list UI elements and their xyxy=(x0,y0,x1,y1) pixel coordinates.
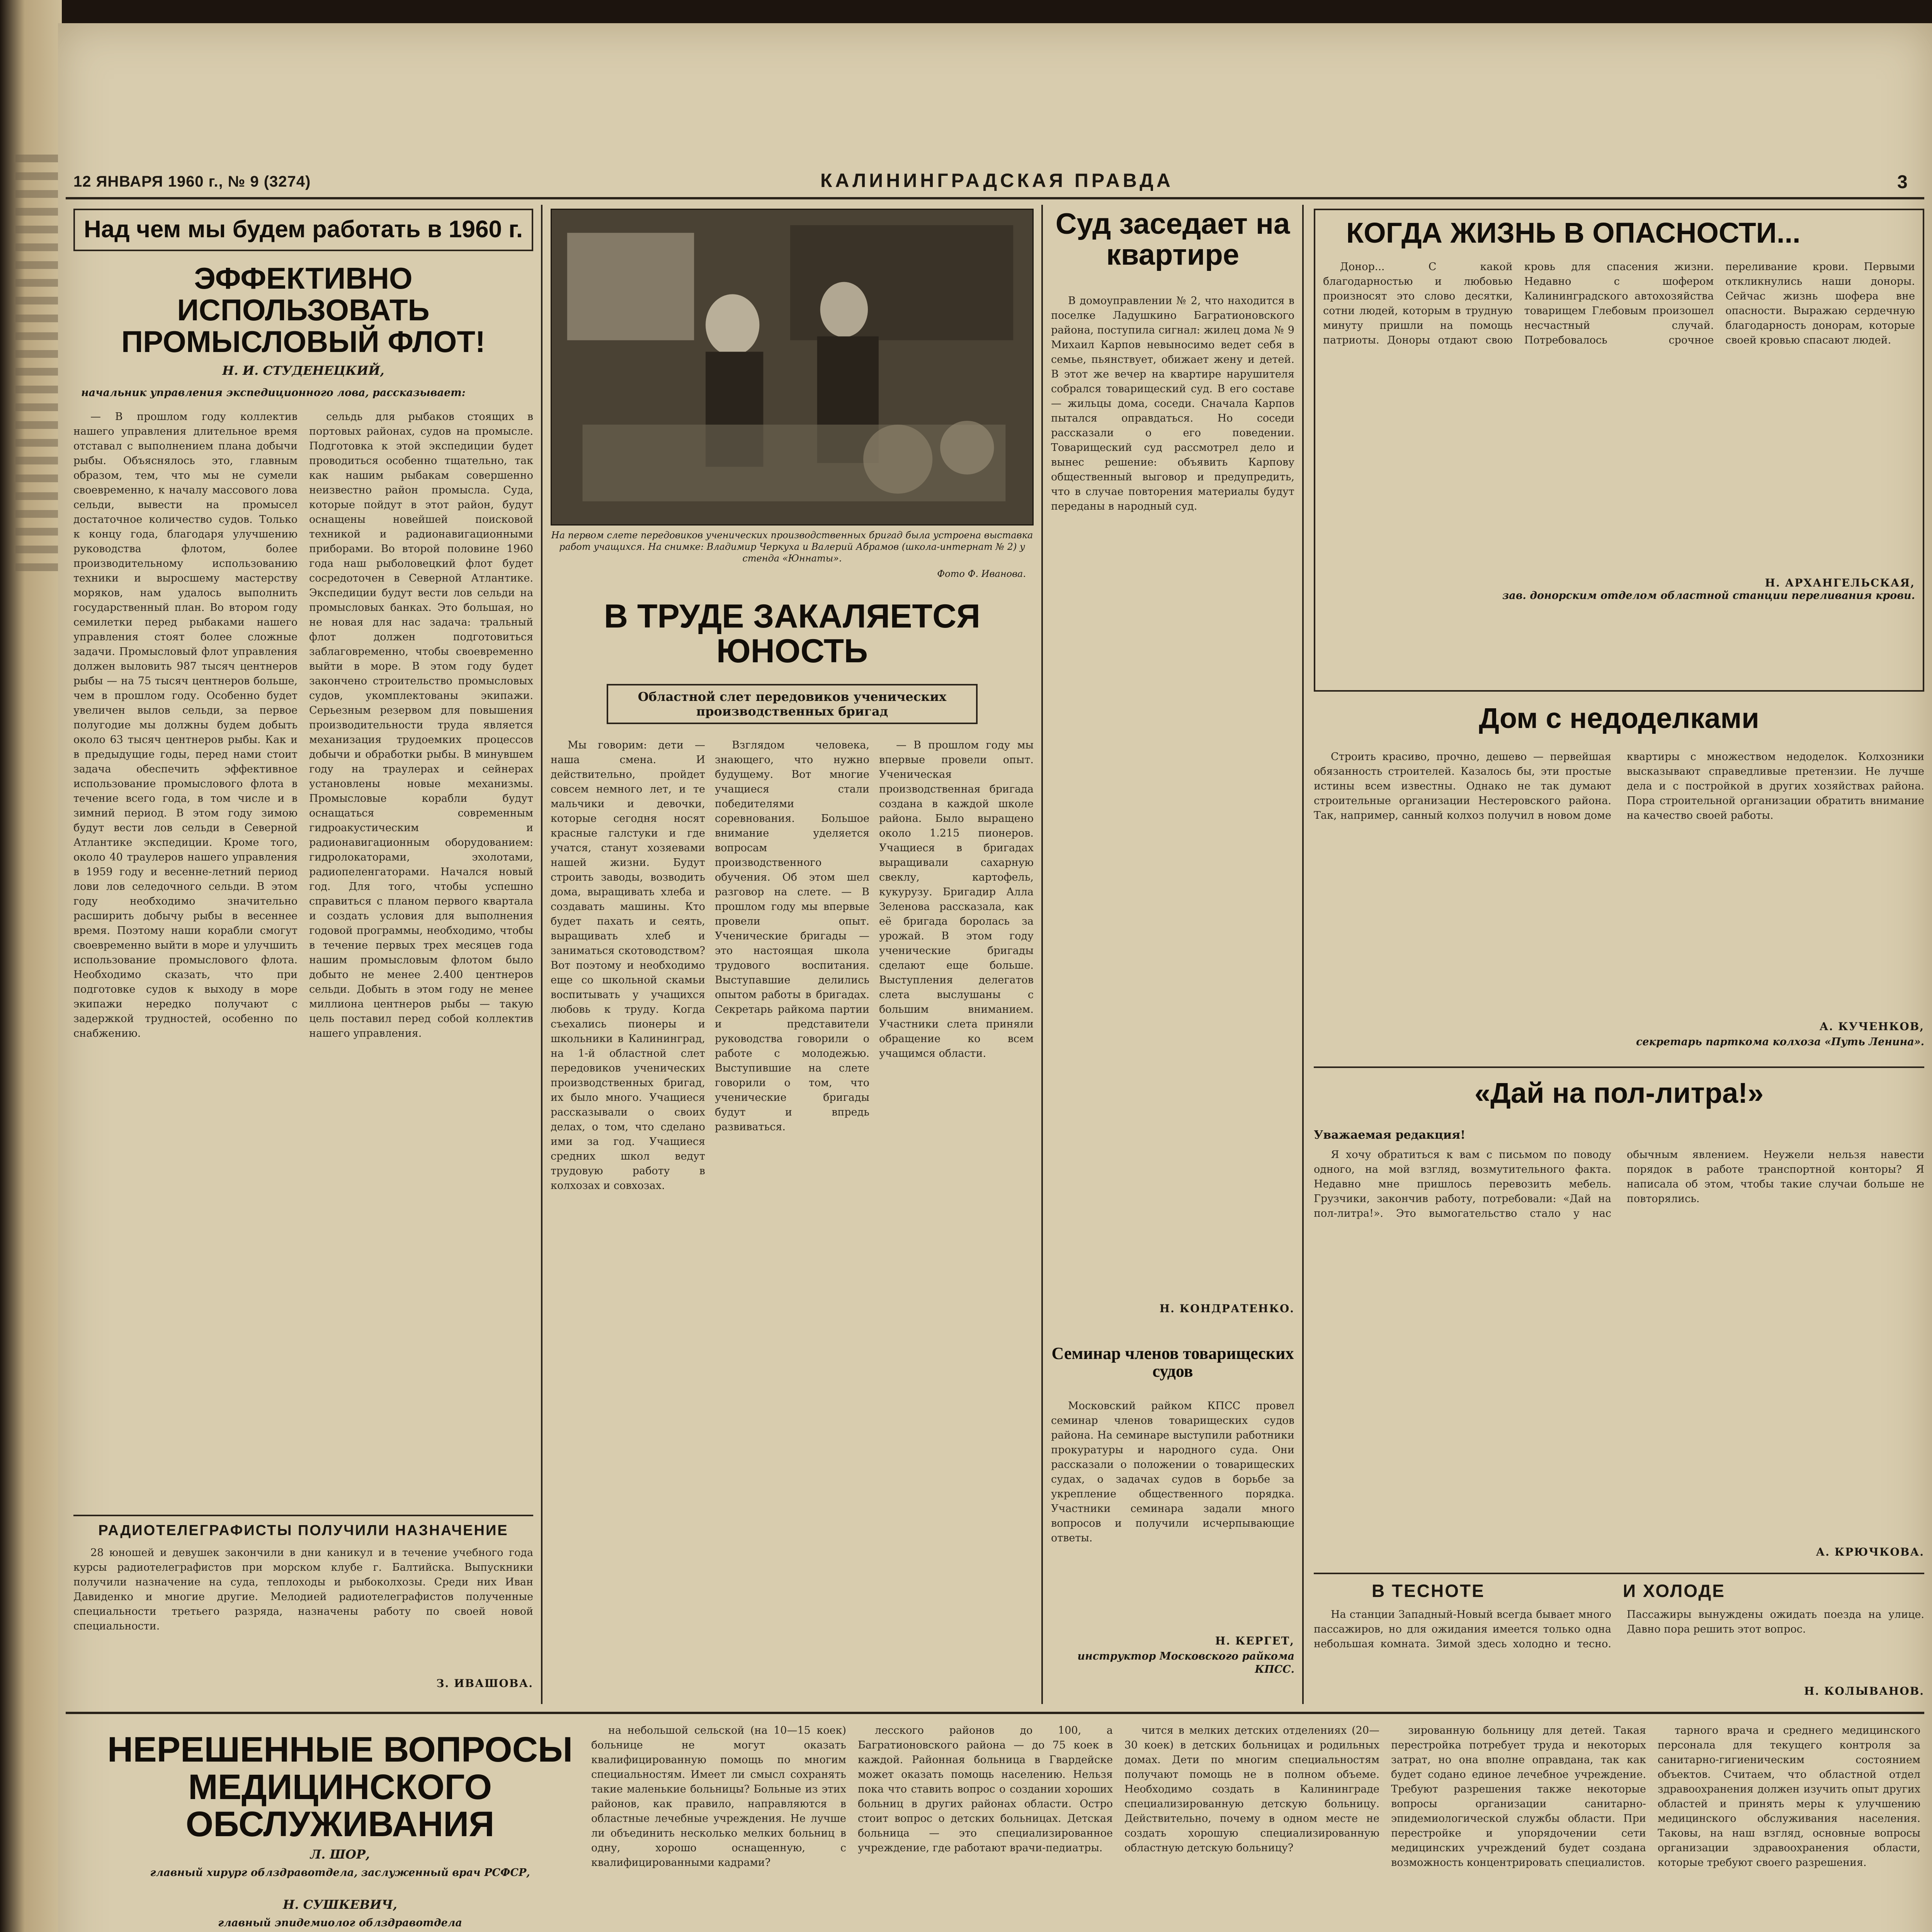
letter-author: А. КРЮЧКОВА. xyxy=(1816,1546,1924,1558)
radio-author: З. ИВАШОВА. xyxy=(436,1677,533,1690)
medical-text-col3: на небольшой сельской (на 10—15 коек) больнице не могут оказать квалифицированную помощь по многим специальностям. Имеет ли смысл сохранять такие маленькие больницы? Больные из этих районов, как правило, направляются в областные лечебные учреждения. Не лучше ли объединить несколько мелких больниц в одну, хорошо оснащенную, с квалифицированными кадрами? xyxy=(591,1725,846,1869)
donor-article-title: КОГДА ЖИЗНЬ В ОПАСНОСТИ... xyxy=(1346,217,1801,249)
house-author-role: секретарь парткома колхоза «Путь Ленина». xyxy=(1636,1036,1924,1048)
seminar-title: Семинар членов товарищеских судов xyxy=(1051,1344,1294,1381)
rubric-box xyxy=(73,209,533,251)
medical-author2-role: главный эпидемиолог облздравотдела xyxy=(218,1917,462,1929)
court-text: В домоуправлении № 2, что находится в поселке Ладушкино Багратионовского района, поступила сигнал: жилец дома № 9 Михаил Карпов невыносимо ведет себя в семье, пьянствует, обижает жену и детей. В этот же вечер на квартире нарушителя собрался товарищеский суд. В его составе — жильцы дома, соседи. Сначала Карпов пытался оправдаться. Но соседи рассказали о его поведении. Товарищеский суд рассмотрел дело и вынес решение: объявить Карпову общественный выговор и предупредить, что в случае повторения материалы будут переданы в народный суд. xyxy=(1051,295,1294,512)
youth-text-col1: Мы говорим: дети — наша смена. И действительно, пройдет совсем немного лет, и те мальчики и девочки, которые сегодня носят красные галстуки и где учатся, станут хозяевами нашей жизни. Будут строить заводы, возводить дома, выращивать хлеба и создавать машины. Кто будет пахать и сеять, выращивать хлеб и заниматься скотоводством? Вот поэтому и необходимо еще со школьной скамьи воспитывать у учащихся любовь к труду. Когда съехались пионеры и школьники в Калининград, на 1-й областной слет передовиков ученических производственных бригад, их было много. Учащиеся рассказывали о своих делах, о том, что сделано ими за год. Учащиеся средних школ ведут трудовую работу в колхозах и совхозах. xyxy=(551,739,705,1192)
radio-text: 28 юношей и девушек закончили в дни каникул и в течение учебного года курсы радиотелеграфистов при морском клубе г. Балтийска. Выпускники получили назначение на суда, теплоходы и рыбоколхозы. Среди них Иван Давиденко и многие другие. Мелодией радиотелеграфистов полученные специальности третьего разряда, назначены работу по своей новой специальности. xyxy=(73,1547,533,1632)
exhibition-photo xyxy=(551,209,1034,526)
divider xyxy=(1314,1066,1924,1068)
house-author: А. КУЧЕНКОВ, xyxy=(1819,1020,1924,1033)
seminar-text: Московский райком КПСС провел семинар членов товарищеских судов района. На семинаре выступили работники прокуратуры и народного суда. Они рассказали о положении о товарищеских судах, о задачах судов в борьбе за укрепление общественного порядка. Участники семинара задали много вопросов и получили исчерпывающие ответы. xyxy=(1051,1400,1294,1544)
section-rule xyxy=(66,1712,1924,1714)
youth-rubric: Областной слет передовиков ученических производственных бригад xyxy=(607,684,978,724)
donor-article-box xyxy=(1314,209,1924,692)
house-text: Строить красиво, прочно, дешево — первейшая обязанность строителей. Казалось бы, эти простые истины всем известны. Однако не так думают строительные организации Нестеровского района. Так, например, санный колхоз получил в новом доме квартиры с множеством недоделок. Колхозники высказывают справедливые претензии. Не лучше дела и с постройкой в других хозяйствах района. Пора строительной организации обратить внимание на качество своей работы. xyxy=(1314,751,1924,821)
cold-title-left: В ТЕСНОТЕ xyxy=(1372,1581,1485,1601)
medical-author1-role: главный хирург облздравотдела, заслуженный врач РСФСР, xyxy=(150,1867,530,1879)
youth-text-col3: — В прошлом году мы впервые провели опыт. Ученическая производственная бригада создана в каждой школе района. Было выращено около 1.215 пионеров. Учащиеся в бригадах выращивали сахарную свеклу, картофель, кукурузу. Бригадир Алла Зеленова рассказала, как её бригада боролась за урожай. В этом году ученические бригады сделают еще больше. Выступления делегатов слета выслушаны с большим вниманием. Участники слета приняли обращение ко всем учащимся области. xyxy=(879,739,1034,1060)
fleet-author-role: начальник управления экспедиционного лова, рассказывает: xyxy=(81,387,466,399)
medical-article-title: НЕРЕШЕННЫЕ ВОПРОСЫ МЕДИЦИНСКОГО ОБСЛУЖИВАНИЯ xyxy=(107,1730,573,1844)
column-rule xyxy=(541,205,543,1704)
column-rule xyxy=(1302,205,1304,1704)
newspaper-name: КАЛИНИНГРАДСКАЯ ПРАВДА xyxy=(820,170,1174,191)
fleet-article-title: ЭФФЕКТИВНО ИСПОЛЬЗОВАТЬ ПРОМЫСЛОВЫЙ ФЛОТ! xyxy=(121,261,485,359)
court-article-title: Суд заседает на квартире xyxy=(1055,207,1290,271)
letter-article-title: «Дай на пол-литра!» xyxy=(1474,1077,1764,1109)
medical-text-col5: чится в мелких детских отделениях (20—30 коек) в детских больницах и родильных домах. Дети по многим специальностям получают помощь не в полном объеме. Необходимо создать в Калининграде специализированную детскую больницу. Действительно, почему в одном месте не создать хорошую специализированную областную детскую больницу? xyxy=(1124,1725,1379,1854)
letter-greeting: Уважаемая редакция! xyxy=(1314,1128,1466,1142)
divider xyxy=(73,1515,533,1516)
donor-text: Донор... С какой благодарностью и любовью произносят это слово десятки, сотни людей, которым в трудную минуту пришли на помощь патриоты. Доноры отдают свою кровь для спасения жизни. Недавно с шофером Калининградского автохозяйства товарищем Глебовым произошел несчастный случай. Потребовалось срочное переливание крови. Первыми откликнулись наши доноры. Сейчас жизнь шофера вне опасности. Выражаю сердечную благодарность донорам, которые своей кровью спасают людей. xyxy=(1323,260,1915,346)
letter-text: Я хочу обратиться к вам с письмом по поводу одного, на мой взгляд, возмутительного факта. Недавно мне пришлось перевозить мебель. Грузчики, закончив работу, потребовали: «Дай на пол-литра!». Это вымогательство стало у нас обычным явлением. Неужели нельзя навести порядок в работе транспортной конторы? Я написала об этом, чтобы такие случаи больше не повторялись. xyxy=(1314,1149,1924,1219)
masthead-rule xyxy=(66,197,1924,199)
cold-title-right: И ХОЛОДЕ xyxy=(1623,1581,1725,1601)
column-rule xyxy=(1041,205,1043,1704)
house-article-title: Дом с недоделками xyxy=(1479,702,1759,734)
cold-text: На станции Западный-Новый всегда бывает много пассажиров, но для ожидания имеется только одна небольшая комната. Зимой здесь холодно и тесно. Пассажиры вынуждены ожидать поезда на улице. Давно пора решить этот вопрос. xyxy=(1314,1609,1924,1650)
rubric-title: Над чем мы будем работать в 1960 г. xyxy=(83,216,523,243)
donor-author: Н. АРХАНГЕЛЬСКАЯ, xyxy=(1765,576,1915,589)
youth-article-title: В ТРУДЕ ЗАКАЛЯЕТСЯ ЮНОСТЬ xyxy=(604,598,980,670)
exhibition-photo-caption: На первом слете передовиков ученических производственных бригад была устроена выставка работ учащихся. На снимке: Владимир Черкуха и Валерий Абрамов (школа-интернат № 2) у стенда «Юннаты». xyxy=(551,530,1033,564)
court-author: Н. КОНДРАТЕНКО. xyxy=(1159,1302,1294,1315)
photo-credit: Фото Ф. Иванова. xyxy=(937,568,1026,579)
medical-author1: Л. ШОР, xyxy=(310,1847,370,1862)
donor-author-role: зав. донорским отделом областной станции переливания крови. xyxy=(1502,589,1915,602)
youth-text-col2: Взглядом человека, знающего, что нужно будущему. Вот многие учащиеся стали победителями соревнования. Большое внимание уделяется вопросам производственного обучения. Об этом шел разговор на слете. — В прошлом году мы впервые провели опыт. Ученические бригады — это настоящая школа трудового воспитания. Выступавшие делились опытом работы в бригадах. Секретарь райкома партии и представители руководства говорили о работе с молодежью. Выступившие на слете говорили о том, что ученические бригады будут и впредь развиваться. xyxy=(715,739,869,1133)
fleet-text-col2: сельдь для рыбаков стоящих в портовых районах, судов на промысле. Подготовка к этой экспедиции будет проводиться особенно тщательно, так как нашим рыбакам совершенно неизвестно район промысла. Суда, которые пойдут в этот район, будут оснащены новейшей поисковой техникой и радионавигационными приборами. Во второй половине 1960 года наш рыболовецкий флот будет сосредоточен в Северной Атлантике. Экспедиции будут вести лов сельди на промысловых банках. Это большая, но не новая для нас задача: тральный флот должен подготовиться заблаговременно, чтобы своевременно выйти в море. В этом году будет закончено строительство промысловых судов, укомплектованы экипажи. Серьезным резервом для повышения производительности труда является механизация трудоемких процессов добычи и обработки рыбы. В минувшем году на траулерах и сейнерах установлены новые механизмы. Промысловые корабли будут оснащаться современным гидроакустическим и радионавигационным оборудованием: гидролокаторами, эхолотами, радиопеленгаторами. Начался новый год. Для того, чтобы успешно справиться с планом первого квартала и создать условия для выполнения годовой программы, необходимо, чтобы в течение первых трех месяцев года нашим промысловым флотом было добыто не менее 2.400 центнеров сельди. Добыть в этом году не менее миллиона центнеров рыбы — такую цель поставил перед собой коллектив нашего управления. xyxy=(309,411,533,1039)
medical-text-col6: зированную больницу для детей. Такая перестройка потребует труда и некоторых затрат, но она вполне оправдана, так как будет содано единое лечебное учреждение. Требуют разрешения также некоторые вопросы организации санитарно-эпидемиологической службы области. При перестройке и упорядочении сети медицинских учреждений будет создана возможность концентрировать специалистов. xyxy=(1391,1725,1646,1869)
divider xyxy=(1314,1573,1924,1574)
cold-author: Н. КОЛЫВАНОВ. xyxy=(1804,1685,1924,1697)
medical-text-col4: лесского районов до 100, а Багратионовского района — до 75 коек в каждой. Районная больница в Гвардейске может оказать помощь населению. Нельзя пока что ставить вопрос о создании хороших больниц в других районах области. Остро стоит вопрос о детских больницах. Детская больница — это специализированное учреждение, где работают врачи-педиатры. xyxy=(858,1725,1113,1854)
medical-author2: Н. СУШКЕВИЧ, xyxy=(283,1897,397,1912)
issue-date: 12 ЯНВАРЯ 1960 г., № 9 (3274) xyxy=(73,173,311,190)
medical-text-col7: тарного врача и среднего медицинского персонала для текущего контроля за санитарно-гигиеническим состоянием объектов. Считаем, что областной отдел здравоохранения должен изучить опыт других областей и принять меры к улучшению медицинского обслуживания населения. Таковы, на наш взгляд, основные вопросы организации здравоохранения области, которые требуют своего разрешения. xyxy=(1658,1725,1920,1869)
previous-page-edge xyxy=(0,0,62,1932)
radio-title: РАДИОТЕЛЕГРАФИСТЫ ПОЛУЧИЛИ НАЗНАЧЕНИЕ xyxy=(98,1522,509,1539)
seminar-author: Н. КЕРГЕТ, xyxy=(1215,1634,1294,1647)
newspaper-page xyxy=(58,23,1932,1932)
fleet-text-col1: — В прошлом году коллектив нашего управления длительное время отставал с выполнением плана добычи рыбы. Объяснялось это, главным образом, тем, что мы не сумели своевременно, к началу массового лова сельди, вывести на промысел достаточное количество судов. Только к концу года, благодаря улучшению руководства флотом, более производительному использованию техники и выросшему мастерству моряков, нам удалось выполнить государственный план. Во втором году семилетки перед рыбаками нашего управления стоят более сложные задачи. Промысловый флот управления должен выловить 987 тысяч центнеров рыбы — на 75 тысяч центнеров больше, чем в прошлом году. Особенно будет увеличен вылов сельди, за первое полугодие мы должны будем добыть около 63 тысяч центнеров рыбы. Как и в предыдущие годы, перед нами стоит задача обеспечить эффективное использование промыслового флота в течение всего года, в том числе и в зимний период. В этом году зимою будут вести лов сельди в Северной Атлантике экспедиции. Кроме того, около 40 траулеров нашего управления в 1959 году и весенне-летний период лови лов селедочного сельди. В этом году необходимо значительно расширить добычу рыбы в весеннее время. Поэтому наши корабли смогут своевременно выйти в море и улучшить использование промыслового флота. Необходимо сказать, что при подготовке судов к выходу в море экипажи нередко получают с задержкой трудностей, особенно по снабжению. xyxy=(73,411,298,1039)
page-number: 3 xyxy=(1897,172,1908,192)
fleet-author: Н. И. СТУДЕНЕЦКИЙ, xyxy=(222,363,384,378)
seminar-author-role: инструктор Московского райкома КПСС. xyxy=(1077,1650,1294,1675)
